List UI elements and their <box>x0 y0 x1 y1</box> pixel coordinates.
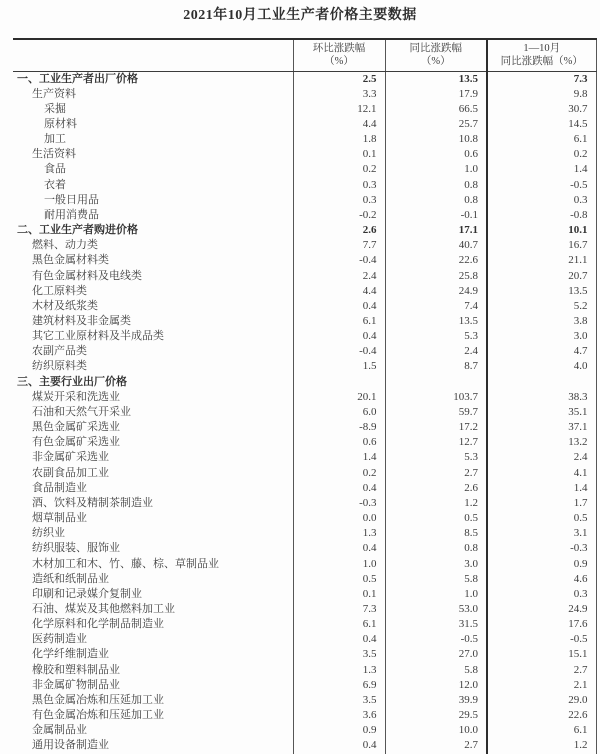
table-row <box>13 102 596 117</box>
cell-value: -0.3 <box>293 496 385 511</box>
table-row <box>13 541 596 556</box>
cell-value: 0.4 <box>293 541 385 556</box>
row-label: 纺织原料类 <box>13 359 293 374</box>
row-label: 农副产品类 <box>13 344 293 359</box>
table-row <box>13 238 596 253</box>
row-label: 化学原料和化学制品制造业 <box>13 617 293 632</box>
cell-value: 0.1 <box>293 147 385 162</box>
table-row <box>13 511 596 526</box>
row-label: 造纸和纸制品业 <box>13 572 293 587</box>
cell-value: -0.4 <box>293 344 385 359</box>
row-label: 二、工业生产者购进价格 <box>13 223 293 238</box>
table-row <box>13 299 596 314</box>
row-label: 建筑材料及非金属类 <box>13 314 293 329</box>
cell-value: 17.2 <box>385 420 487 435</box>
row-label: 石油和天然气开采业 <box>13 405 293 420</box>
table-row <box>13 738 596 753</box>
row-label: 生产资料 <box>13 87 293 102</box>
cell-value: 3.6 <box>293 708 385 723</box>
cell-value: 2.7 <box>487 663 596 678</box>
table-row <box>13 693 596 708</box>
cell-value: -0.8 <box>487 208 596 223</box>
cell-value: 0.5 <box>293 572 385 587</box>
cell-value: 0.2 <box>293 162 385 177</box>
cell-value: 2.4 <box>385 344 487 359</box>
table-row <box>13 587 596 602</box>
table-row <box>13 359 596 374</box>
cell-value: 0.9 <box>487 557 596 572</box>
cell-value: 29.0 <box>487 693 596 708</box>
cell-value: 20.7 <box>487 269 596 284</box>
cell-value: 1.8 <box>293 132 385 147</box>
table-row <box>13 223 596 238</box>
cell-value: 2.1 <box>487 678 596 693</box>
table-row <box>13 253 596 268</box>
row-label: 非金属矿采选业 <box>13 450 293 465</box>
cell-value: 0.5 <box>487 511 596 526</box>
cell-value: 25.8 <box>385 269 487 284</box>
table-row <box>13 572 596 587</box>
cell-value: 27.0 <box>385 647 487 662</box>
table-row <box>13 71 596 87</box>
cell-value: 4.6 <box>487 572 596 587</box>
cell-value: 1.4 <box>487 162 596 177</box>
table-row <box>13 193 596 208</box>
row-label: 金属制品业 <box>13 723 293 738</box>
cell-value: 7.3 <box>293 602 385 617</box>
cell-value: 0.4 <box>293 299 385 314</box>
cell-value: 12.1 <box>293 102 385 117</box>
cell-value: 13.2 <box>487 435 596 450</box>
cell-value: 15.1 <box>487 647 596 662</box>
table-row <box>13 117 596 132</box>
row-label: 农副食品加工业 <box>13 466 293 481</box>
cell-value: 12.0 <box>385 678 487 693</box>
table-row <box>13 178 596 193</box>
cell-value: 25.7 <box>385 117 487 132</box>
cell-value: 1.2 <box>385 496 487 511</box>
table-row <box>13 663 596 678</box>
column-header-yoy <box>385 39 487 71</box>
table-header <box>13 39 596 71</box>
row-label: 衣着 <box>13 178 293 193</box>
cell-value: 2.4 <box>293 269 385 284</box>
cell-value: 0.0 <box>293 511 385 526</box>
cell-value: 6.1 <box>487 132 596 147</box>
cell-value: 5.8 <box>385 572 487 587</box>
cell-value: 1.0 <box>385 587 487 602</box>
table-row <box>13 602 596 617</box>
cell-value: -0.2 <box>293 208 385 223</box>
table-row <box>13 87 596 102</box>
table-row <box>13 435 596 450</box>
cell-value: 6.1 <box>293 617 385 632</box>
cell-value: 37.1 <box>487 420 596 435</box>
row-label: 一、工业生产者出厂价格 <box>13 71 293 87</box>
cell-value: 21.1 <box>487 253 596 268</box>
table-row <box>13 329 596 344</box>
table-row <box>13 496 596 511</box>
row-label: 三、主要行业出厂价格 <box>13 375 293 390</box>
cell-value: 1.4 <box>293 450 385 465</box>
cell-value: -0.5 <box>487 178 596 193</box>
cell-value: 0.4 <box>293 481 385 496</box>
row-label: 燃料、动力类 <box>13 238 293 253</box>
cell-value: 38.3 <box>487 390 596 405</box>
cell-value: 24.9 <box>487 602 596 617</box>
cell-value: 2.4 <box>487 450 596 465</box>
table-row <box>13 420 596 435</box>
cell-value: 2.6 <box>293 223 385 238</box>
cell-value: 3.5 <box>293 647 385 662</box>
cell-value: 1.0 <box>385 162 487 177</box>
cell-value: 13.5 <box>385 314 487 329</box>
cell-value: 5.3 <box>385 450 487 465</box>
cell-value: 22.6 <box>385 253 487 268</box>
row-label: 有色金属矿采选业 <box>13 435 293 450</box>
cell-value: 39.9 <box>385 693 487 708</box>
row-label: 食品制造业 <box>13 481 293 496</box>
cell-value: 6.1 <box>487 723 596 738</box>
cell-value: 0.6 <box>385 147 487 162</box>
cell-value: 4.7 <box>487 344 596 359</box>
table-row <box>13 132 596 147</box>
row-label: 印刷和记录媒介复制业 <box>13 587 293 602</box>
cell-value: 30.7 <box>487 102 596 117</box>
header-row <box>13 39 596 71</box>
cell-value: 1.4 <box>487 481 596 496</box>
cell-value: 9.8 <box>487 87 596 102</box>
cell-value: 1.2 <box>487 738 596 753</box>
producer-price-table <box>13 38 597 754</box>
cell-value: 10.1 <box>487 223 596 238</box>
cell-value: 14.5 <box>487 117 596 132</box>
cell-value: 2.7 <box>385 738 487 753</box>
cell-value: 0.3 <box>487 587 596 602</box>
cell-value: -0.5 <box>385 632 487 647</box>
cell-value: -0.3 <box>487 541 596 556</box>
table-row <box>13 375 596 390</box>
cell-value: 13.5 <box>487 284 596 299</box>
column-header-mom <box>293 39 385 71</box>
cell-value: 2.7 <box>385 466 487 481</box>
table-row <box>13 162 596 177</box>
cell-value: 10.0 <box>385 723 487 738</box>
table-row <box>13 678 596 693</box>
cell-value: 5.2 <box>487 299 596 314</box>
row-label: 纺织业 <box>13 526 293 541</box>
table-row <box>13 617 596 632</box>
cell-value: 0.5 <box>385 511 487 526</box>
cell-value: 0.8 <box>385 178 487 193</box>
cell-value: 0.4 <box>293 329 385 344</box>
cell-value: 31.5 <box>385 617 487 632</box>
cell-value: 0.3 <box>293 193 385 208</box>
row-label: 医药制造业 <box>13 632 293 647</box>
table-row <box>13 481 596 496</box>
row-label: 一般日用品 <box>13 193 293 208</box>
cell-value: 66.5 <box>385 102 487 117</box>
cell-value: 40.7 <box>385 238 487 253</box>
cell-value: 10.8 <box>385 132 487 147</box>
cell-value: 4.4 <box>293 117 385 132</box>
table-row <box>13 450 596 465</box>
cell-value: 16.7 <box>487 238 596 253</box>
cell-value: 6.9 <box>293 678 385 693</box>
cell-value: 0.8 <box>385 541 487 556</box>
cell-value: 1.5 <box>293 359 385 374</box>
table-row <box>13 647 596 662</box>
row-label: 黑色金属材料类 <box>13 253 293 268</box>
cell-value: 7.4 <box>385 299 487 314</box>
column-header-mom-line1: 环比涨跌幅 <box>312 43 366 55</box>
cell-value: 0.9 <box>293 723 385 738</box>
row-label: 采掘 <box>13 102 293 117</box>
cell-value: 0.2 <box>293 466 385 481</box>
table-body <box>13 71 596 754</box>
cell-value: 3.0 <box>385 557 487 572</box>
row-label: 化工原料类 <box>13 284 293 299</box>
cell-value: 0.3 <box>293 178 385 193</box>
column-header-mom-line2: （%） <box>324 56 354 68</box>
cell-value: 5.3 <box>385 329 487 344</box>
table-row <box>13 208 596 223</box>
cell-value: 8.7 <box>385 359 487 374</box>
cell-value: 3.3 <box>293 87 385 102</box>
cell-value: 22.6 <box>487 708 596 723</box>
cell-value: 1.3 <box>293 526 385 541</box>
column-header-yoy-line1: 同比涨跌幅 <box>409 43 462 55</box>
cell-value: -0.5 <box>487 632 596 647</box>
row-label: 黑色金属冶炼和压延加工业 <box>13 693 293 708</box>
row-label: 原材料 <box>13 117 293 132</box>
cell-value: 6.0 <box>293 405 385 420</box>
cell-value: 24.9 <box>385 284 487 299</box>
cell-value: 0.6 <box>293 435 385 450</box>
column-header-ytd-yoy-line2: 同比涨跌幅（%） <box>500 56 583 68</box>
row-label: 酒、饮料及精制茶制造业 <box>13 496 293 511</box>
cell-value: 4.0 <box>487 359 596 374</box>
row-label: 通用设备制造业 <box>13 738 293 753</box>
column-header-empty <box>13 39 293 71</box>
cell-value: -0.1 <box>385 208 487 223</box>
cell-value: 0.2 <box>487 147 596 162</box>
column-header-ytd-yoy <box>487 39 596 71</box>
cell-value: 3.8 <box>487 314 596 329</box>
table-row <box>13 390 596 405</box>
table-row <box>13 466 596 481</box>
row-label: 非金属矿物制品业 <box>13 678 293 693</box>
row-label: 化学纤维制造业 <box>13 647 293 662</box>
cell-value: 0.8 <box>385 193 487 208</box>
table-row <box>13 708 596 723</box>
cell-value: 0.4 <box>293 738 385 753</box>
row-label: 耐用消费品 <box>13 208 293 223</box>
cell-value: 12.7 <box>385 435 487 450</box>
row-label: 纺织服装、服饰业 <box>13 541 293 556</box>
cell-value: 7.7 <box>293 238 385 253</box>
cell-value: 0.1 <box>293 587 385 602</box>
page-title: 2021年10月工业生产者价格主要数据 <box>183 8 417 23</box>
cell-value: -0.4 <box>293 253 385 268</box>
table-row <box>13 314 596 329</box>
cell-value: 5.8 <box>385 663 487 678</box>
row-label: 加工 <box>13 132 293 147</box>
column-header-yoy-line2: （%） <box>420 56 451 68</box>
cell-value: 3.1 <box>487 526 596 541</box>
table-row <box>13 405 596 420</box>
cell-value: 1.3 <box>293 663 385 678</box>
cell-value: 8.5 <box>385 526 487 541</box>
table-row <box>13 557 596 572</box>
row-label: 食品 <box>13 162 293 177</box>
cell-value: 17.6 <box>487 617 596 632</box>
table-row <box>13 723 596 738</box>
table-row <box>13 147 596 162</box>
table-row <box>13 269 596 284</box>
cell-value <box>385 375 487 390</box>
row-label: 其它工业原材料及半成品类 <box>13 329 293 344</box>
cell-value: 6.1 <box>293 314 385 329</box>
row-label: 橡胶和塑料制品业 <box>13 663 293 678</box>
row-label: 烟草制品业 <box>13 511 293 526</box>
cell-value: 4.4 <box>293 284 385 299</box>
cell-value: 2.6 <box>385 481 487 496</box>
cell-value: 3.5 <box>293 693 385 708</box>
cell-value: 2.5 <box>293 71 385 87</box>
table-row <box>13 344 596 359</box>
row-label: 生活资料 <box>13 147 293 162</box>
cell-value: 4.1 <box>487 466 596 481</box>
cell-value: 0.3 <box>487 193 596 208</box>
row-label: 有色金属冶炼和压延加工业 <box>13 708 293 723</box>
cell-value: 3.0 <box>487 329 596 344</box>
row-label: 黑色金属矿采选业 <box>13 420 293 435</box>
row-label: 有色金属材料及电线类 <box>13 269 293 284</box>
cell-value <box>487 375 596 390</box>
cell-value: 1.0 <box>293 557 385 572</box>
table-row <box>13 526 596 541</box>
cell-value: 59.7 <box>385 405 487 420</box>
cell-value: 29.5 <box>385 708 487 723</box>
cell-value: -8.9 <box>293 420 385 435</box>
cell-value: 17.1 <box>385 223 487 238</box>
table-row <box>13 284 596 299</box>
table-row <box>13 632 596 647</box>
cell-value <box>293 375 385 390</box>
cell-value: 13.5 <box>385 71 487 87</box>
row-label: 煤炭开采和洗选业 <box>13 390 293 405</box>
cell-value: 103.7 <box>385 390 487 405</box>
cell-value: 1.7 <box>487 496 596 511</box>
cell-value: 7.3 <box>487 71 596 87</box>
row-label: 木材及纸浆类 <box>13 299 293 314</box>
row-label: 石油、煤炭及其他燃料加工业 <box>13 602 293 617</box>
cell-value: 20.1 <box>293 390 385 405</box>
cell-value: 53.0 <box>385 602 487 617</box>
cell-value: 0.4 <box>293 632 385 647</box>
cell-value: 35.1 <box>487 405 596 420</box>
column-header-ytd-yoy-line1: 1—10月 <box>523 43 561 55</box>
cell-value: 17.9 <box>385 87 487 102</box>
row-label: 木材加工和木、竹、藤、棕、草制品业 <box>13 557 293 572</box>
